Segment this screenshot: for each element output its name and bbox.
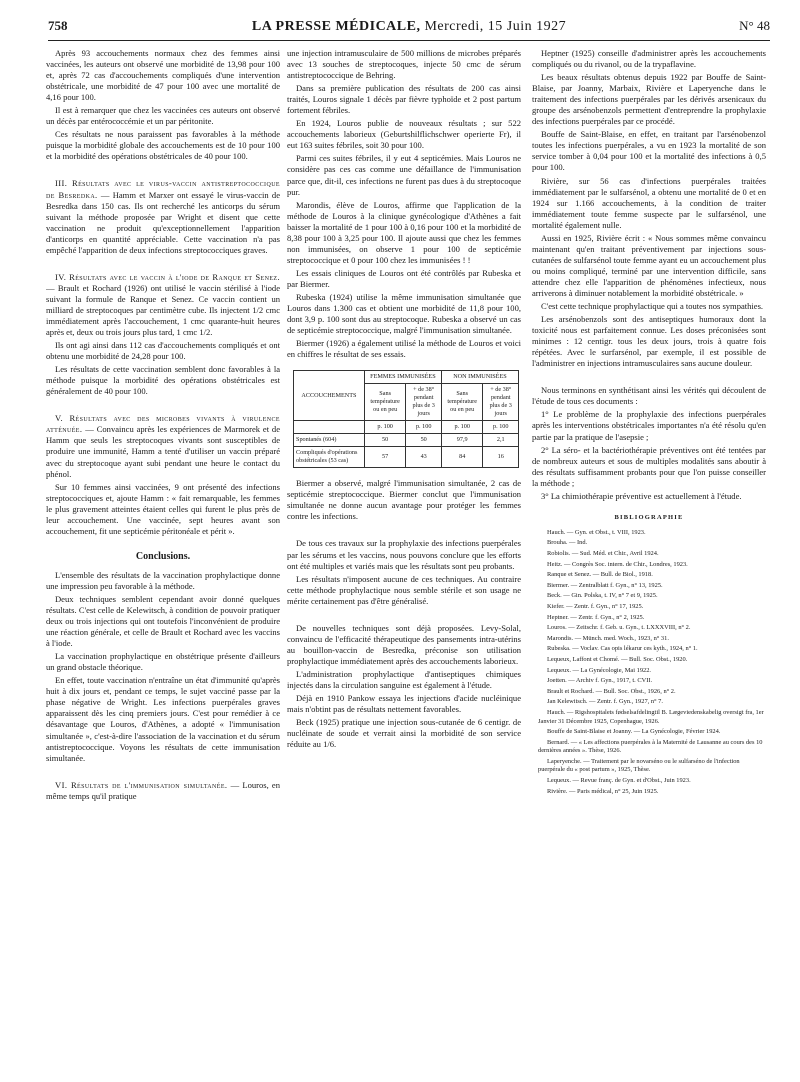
column-right [532,48,766,1078]
issue-date: Mercredi, 15 Juin 1927 [424,19,567,34]
table-header-non-immunisees: NON IMMUNISÉES [441,371,518,384]
section-text: — Convaincu après les expériences de Marmorek et de Hamm que seuls les streptocoques vivants sont susceptibles de produire une immunité, Hamm a tenté d'utiliser un vaccin préparé avec du streptocoque ayant subi pendant une heure le contact du phénol. [46,424,280,479]
paragraph: Beck (1925) pratique une injection sous-cutanée de 6 centigr. de nucléinate de soude et verrait ainsi la morbidité de son service réduite au 1/6. [287,717,521,750]
paragraph: Ils ont agi ainsi dans 112 cas d'accouchements compliqués et ont obtenu une morbidité de 24,28 pour 100. [46,340,280,362]
paragraph: Bouffe de Saint-Blaise, en effet, en traitant par l'arsénobenzol toutes les infections puerpérales, a vu en 1923 la mortalité de son service tomber à 0,04 pour 100 et la mortalité des infections à 0,5 pour 100. [532,129,766,173]
table-subheader: Sans température ou en peu [441,384,483,421]
paragraph: De nouvelles techniques sont déjà proposées. Levy-Solal, convaincu de l'efficacité thérapeutique des pansements intra-utérins au bouillon-vaccin de Besredka, préconise son utilisation prophylactique immédiatement après des accouchements laborieux. [287,622,521,666]
bibliography-entry: Brouha. — Ind. [547,539,588,547]
table-unit: p. 100 [406,421,442,434]
issue-number: N° 48 [739,18,770,33]
paragraph: L'ensemble des résultats de la vaccination prophylactique donne une impression peu favorable à la méthode. [46,569,280,591]
table-row [294,447,519,468]
bibliography-entry: Hauch. — Rigshospitalets fødselsafdelingtil B. Lægeviedenskabelig oversigt fra, 1er Janvier 31 Décembre 1925, Copenhague, 1926. [538,708,764,725]
bibliography-entry: Lequeux. — Revue franç. de Gyn. et d'Obst., Juin 1923. [547,777,691,785]
table-row-label: Compliqués d'opérations obstétricales (53 cas) [294,447,365,468]
bibliography-entry: Jan Kelewitsch. — Zentr. f. Gyn., 1927, n° 7. [547,698,663,706]
page-header [48,18,770,41]
table-cell [294,421,365,434]
bibliography-entry: Ranque et Senez. — Bull. de Biol., 1918. [547,571,653,579]
paragraph: Déjà en 1910 Pankow essaya les injections d'acide nucléinique mais n'obtint pas de résultats nettement favorables. [287,693,521,715]
paragraph: Les résultats de cette vaccination semblent donc favorables à la méthode puisque la morbidité des opérations obstétricales est généralement de 40 pour 100. [46,364,280,397]
table-subheader: + de 38° pendant plus de 3 jours [483,384,519,421]
paragraph: Après 93 accouchements normaux chez des femmes ainsi vaccinées, les auteurs ont observé une morbidité de 13,98 pour 100 et, après 72 cas d'accouchements compliqués d'une intervention obstétricale, une morbidité de 47 pour 100 avec une mortalité de 4,16 pour 100. [46,48,280,103]
paragraph: Les arsénobenzols sont des antiseptiques humoraux dont la toxicité nous est parfaitement connue. Les doses préconisées sont minimes : 12 centigr. tous les deux jours, trois à quatre fois répétées. Avec le surfarsénol, par exemple, il est possible de l'administrer en injections intramusculaires sans aucune douleur. [532,314,766,369]
paragraph: Marondis, élève de Louros, affirme que l'application de la méthode de Louros à la clinique gynécologique d'Athènes a fait baisser la mortalité de 1 pour 100 à 0,16 pour 100 et la morbidité de 8,38 pour 100 à 3,25 pour 100. Il ajoute aussi que chez les femmes non immunisées, on observe 1 pour 100 de septicémie streptococcique et 0 pour 100 chez les immunisées ! ! [287,199,521,265]
section-text: — Brault et Rochard (1926) ont utilisé le vaccin stérilisé à l'iode suivant la formule de Ranque et Senez. Ce vaccin contient un milliard de streptocoques par centimètre cube. Ils injectent 1/2 cmc immédiatement après l'accouchement, 1 cmc quarante-huit heures après et, deux ou trois jours plus tard, 1 cmc 1/2. [46,282,280,338]
paragraph: C'est cette technique prophylactique qui a toutes nos sympathies. [541,301,764,312]
bibliography-list [532,529,766,796]
bibliography-entry: Robiolis. — Sud. Méd. et Chir., Avril 1924. [547,550,659,558]
page-number: 758 [48,18,68,33]
paragraph: De tous ces travaux sur la prophylaxie des infections puerpérales par les sérums et les vaccins, nous pouvons conclure que les efforts ont été multiples et variés mais que les résultats sont peu probants. [287,538,521,571]
paragraph: La vaccination prophylactique en obstétrique présente d'ailleurs un grand obstacle théorique. [46,651,280,673]
section-text: — Hamm et Marxer ont essayé le virus-vaccin de Besredka dans 150 cas. Ils ont recherché les anticorps du sérum suivant la méthode proposée par Wright et disent que cette vaccination ne produit qu'exceptionnellement l'apparition d'anticorps en quantité appréciable. Cette vaccination n'a pas empêché l'apparition de deux infections streptococciques graves. [46,189,280,255]
table-cell: 16 [483,447,519,468]
bibliography-entry: Heptner. — Zentr. f. Gyn., n° 2, 1925. [547,613,645,621]
table-subheader: + de 38° pendant plus de 3 jours [406,384,442,421]
bibliography-entry: Lequeux, Laffont et Chomé. — Bull. Soc. Obst., 1920. [547,655,688,663]
paragraph: Parmi ces suites fébriles, il y eut 4 septicémies. Mais Louros ne considère pas ces cas comme une défaillance de l'immunisation parce que, dit-il, ces infections ne furent pas dues à du streptocoque pur. [287,153,521,197]
table-subheader: Sans température ou en peu [364,384,406,421]
bibliography-entry: Rubeska. — Voclav. Cas opis lékarur ces kyth., 1924, n° 1. [547,645,698,653]
paragraph: Il est à remarquer que chez les vaccinées ces auteurs ont observé un décès par entérococcémie et un par péritonite. [46,105,280,127]
paragraph: L'administration prophylactique d'antiseptiques chimiques injectés dans la circulation sanguine est également à l'étude. [287,668,521,690]
bibliography-entry: Bernard. — « Les affections puerpérales à la Maternité de Lausanne au cours des 10 dernières années ». Thèse, 1926. [538,738,763,755]
paragraph: Les essais cliniques de Louros ont été contrôlés par Rubeska et par Biermer. [287,267,521,289]
table-unit: p. 100 [364,421,406,434]
section-text: — Louros, en même temps qu'il pratique [46,779,280,801]
table-row [294,434,519,447]
paragraph: Nous terminons en synthétisant ainsi les vérités qui découlent de l'étude de tous ces documents : [532,385,766,407]
paragraph: En 1924, Louros publie de nouveaux résultats ; sur 522 accouchements laborieux (Geburtshilflichschwer operierte Fr), il eut 163 suites fébriles, soit 30 pour 100. [287,118,521,151]
paragraph: Biermer (1926) a également utilisé la méthode de Louros et voici en chiffres le résultat de ses essais. [287,338,521,360]
bibliography-entry: Hauch. — Gyn. et Obst., t. VIII, 1923. [547,528,646,536]
bibliography-entry: Louros. — Zeitschr. f. Geb. u. Gyn., t. LXXXVIII, n° 2. [547,624,691,632]
table-header-accouchements: ACCOUCHEMENTS [294,371,365,421]
bibliography-entry: Laperyenche. — Traitement par le novarséno ou le sulfarséno de l'infection puerpérale du « post partum », 1925, Thèse. [538,757,740,774]
section-heading: IV. Résultats avec le vaccin à l'iode de Ranque et Senez. [55,271,280,282]
table-cell: 57 [364,447,406,468]
paragraph: 3° La chimiothérapie préventive est actuellement à l'étude. [541,490,742,501]
paragraph: 2° La séro- et la bactériothérapie préventives ont été tentées par de nombreux auteurs et sous de multiples modalités sans aboutir à des résultats suffisamment probants pour que l'on puisse conseiller la méthode ; [532,444,766,488]
biermer-results-table [293,370,519,468]
section-heading: III. Résultats avec le virus-vaccin antistreptococcique de Besredka. [46,178,280,200]
table-cell: 97,9 [441,434,483,447]
conclusions-heading: Conclusions. [135,550,191,562]
section-iv [46,272,280,338]
section-v [46,413,280,479]
column-middle [287,48,521,1078]
paragraph: Biermer a observé, malgré l'immunisation simultanée, 2 cas de septicémie streptococcique. Biermer conclut que l'immunisation simultanée ne donne aucun avantage pour protéger les femmes contre les infections. [287,478,521,522]
paragraph: Rivière, sur 56 cas d'infections puerpérales traitées immédiatement par le sulfarsénol, a obtenu une mortalité de 0 et en 1924 sur 1.166 accouchements, à la condition de traiter immédiatement toute femme suspecte par le sulfarsénol, une mortalité également nulle. [532,175,766,230]
paragraph: Rubeska (1924) utilise la même immunisation simultanée que Louros dans 1.300 cas et obtient une morbidité de 11,8 pour 100, dont 3,9 p. 100 sont dus au streptocoque. Rubeska a observé un cas de septicémie streptococcique, malgré l'immunisation simultanée. [287,291,521,336]
paragraph: une injection intramusculaire de 500 millions de microbes préparés avec 13 souches de streptocoques, injecte 50 cmc de sérum antistreptococcique de Behring. [287,48,521,81]
paragraph: Les beaux résultats obtenus depuis 1922 par Bouffe de Saint-Blaise, par Joanny, Marbaix, Rivière et Laperyenche dans le traitement des infections puerpérales par les dérivés arsenicaux du groupe des arsénobenzols permettent d'entreprendre la prophylaxie des infections puerpérales par ce procédé. [532,72,766,127]
paragraph: Les résultats n'imposent aucune de ces techniques. Au contraire cette méthode prophylactique nous semble stérile et son usage ne mérite certainement pas d'être généralisé. [287,573,521,606]
bibliography-entry: Joetten. — Archiv f. Gyn., 1917, t. CVII. [547,677,653,685]
bibliography-entry: Marondis. — Münch. med. Woch., 1923, n° 31. [547,634,669,642]
column-left [46,48,280,1078]
bibliography-entry: Bouffe de Saint-Blaise et Joanny. — La Gynécologie, Février 1924. [547,728,721,736]
bibliography-entry: Rivière. — Paris médical, n° 25, Juin 1925. [547,787,659,795]
paragraph: Deux techniques semblent cependant avoir donné quelques résultats. C'est celle de Kelewitsch, à condition de pouvoir pratiquer deux ou trois injections qui ont toutefois l'inconvénient de produire une réaction générale, et celle de Brault et Rochard avec les vaccins à l'iode. [46,593,280,649]
table-unit: p. 100 [441,421,483,434]
journal-name: LA PRESSE MÉDICALE, [251,19,421,34]
table-cell: 84 [441,447,483,468]
section-iii [46,178,280,255]
paragraph: Heptner (1925) conseille d'administrer après les accouchements compliqués ou du rivanol, ou de la trypaflavine. [532,48,766,70]
bibliography-entry: Brault et Rochard. — Bull. Soc. Obst., 1926, n° 2. [547,687,676,695]
table-cell: 50 [364,434,406,447]
paragraph: Aussi en 1925, Rivière écrit : « Nous sommes même convaincu maintenant qu'en traitant préventivement par injections sous-cutanées de sulfarsénol toute femme ayant eu un accouchement plus ou moins compliqué, terminé par une intervention difficile, sans attendre chez elle l'apparition de phénomènes infectieux, nous arriverons à diminuer notablement la morbidité obstétricale. » [532,232,766,298]
section-vi [46,780,280,802]
paragraph: Dans sa première publication des résultats de 200 cas ainsi traités, Louros signale 1 décès par fièvre typhoïde et 2 post partum fortement fébriles. [287,83,521,116]
paragraph: En effet, toute vaccination n'entraîne un état d'immunité qu'après huit à dix jours et, pendant ce temps, le sujet vacciné passe par la phase négative de Wright. Les infections puerpérales graves apparaissent dès les cinq premiers jours. C'est pour remédier à ce désavantage que Louros, d'Athènes, a adopté « l'immunisation simultanée », c'est-à-dire l'association de la vaccination et du sérum antistreptococcique. Voyons les résultats de cette immunisation simultanée. [46,675,280,763]
table-cell: 43 [406,447,442,468]
bibliography-entry: Lequeux. — La Gynécologie, Mai 1922. [547,666,651,674]
bibliography-heading: BIBLIOGRAPHIE [614,513,684,521]
paragraph: Ces résultats ne nous paraissent pas favorables à la méthode puisque la morbidité globale des accouchements est de 10 pour 100 et la morbidité des opérations obstétricales de 40 pour 100. [46,129,280,162]
table-row-label: Spontanés (604) [294,434,365,447]
bibliography-entry: Biermer. — Zentralblatt f. Gyn., n° 13, 1925. [547,581,663,589]
table-cell: 50 [406,434,442,447]
bibliography-entry: Beck. — Gin. Polska, t. IV, n° 7 et 9, 1925. [547,592,658,600]
bibliography-entry: Heitz. — Congrès Soc. intern. de Chir., Londres, 1923. [547,560,688,568]
section-heading: VI. Résultats de l'immunisation simultanée. [55,779,228,790]
table-header-immunisees: FEMMES IMMUNISÉES [364,371,441,384]
paragraph: 1° Le problème de la prophylaxie des infections puerpérales après les interventions obstétricales importantes n'a été résolu qu'en partie par la pratique de l'asepsie ; [532,409,766,442]
running-title [108,19,710,35]
paragraph: Sur 10 femmes ainsi vaccinées, 9 ont présenté des infections streptococciques et, ajoute Hamm : « fait remarquable, les femmes le plus gravement atteintes étaient celles qui furent le plus près de leur accouchement. Une vaccinée, sept heures avant son accouchement, fit une septicémie péritonéale et périt ». [46,481,280,536]
bibliography-entry: Kiefer. — Zentr. f. Gyn., n° 17, 1925. [547,602,644,610]
section-heading: V. Résultats avec des microbes vivants à virulence atténuée. [46,413,280,435]
table-unit: p. 100 [483,421,519,434]
table-cell: 2,1 [483,434,519,447]
